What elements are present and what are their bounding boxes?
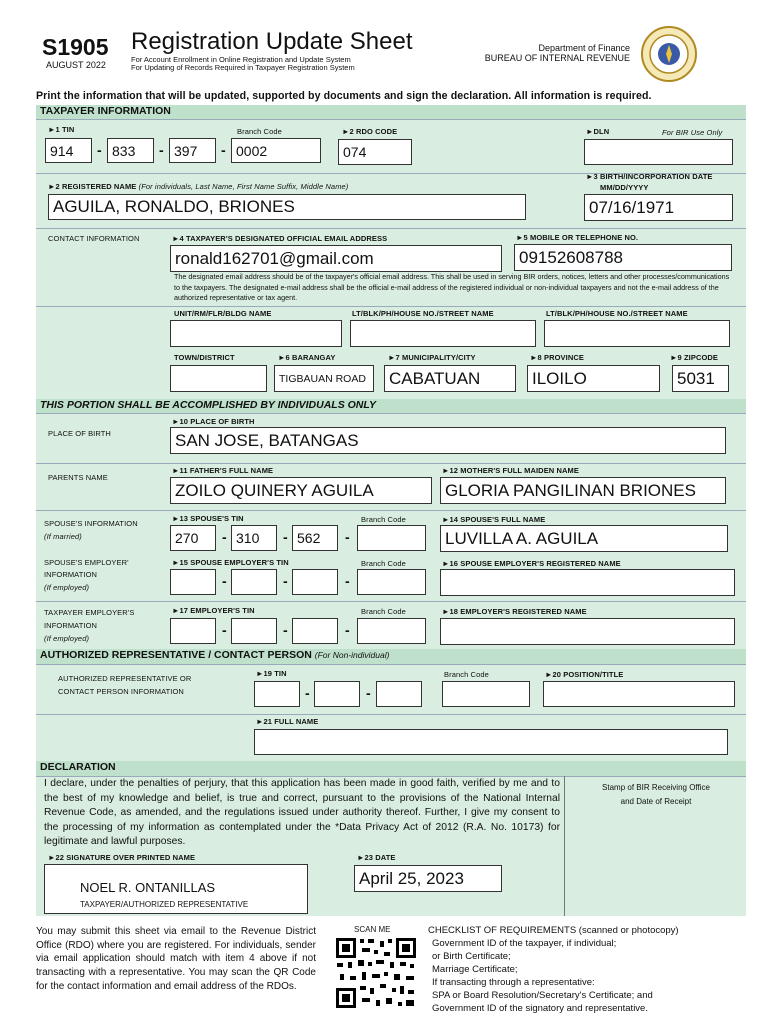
birth-date-field[interactable]: 07/16/1971 <box>584 194 733 221</box>
zipcode-label: ►9 ZIPCODE <box>670 353 719 362</box>
parents-name-label: PARENTS NAME <box>48 473 108 482</box>
individual-section-title: THIS PORTION SHALL BE ACCOMPLISHED BY INDIVIDUALS ONLY <box>36 399 746 413</box>
registered-name-hint: (For individuals, Last Name, First Name Suffix, Middle Name) <box>138 182 349 191</box>
spouse-tin-label: ►13 SPOUSE'S TIN <box>172 514 244 523</box>
street-2-field[interactable] <box>544 320 730 347</box>
municipality-label: ►7 MUNICIPALITY/CITY <box>388 353 476 362</box>
agency-name-1: Department of Finance <box>538 43 630 53</box>
employer-name-label: ►18 EMPLOYER'S REGISTERED NAME <box>442 607 587 616</box>
representative-title-text: AUTHORIZED REPRESENTATIVE / CONTACT PERSON <box>40 649 312 661</box>
registered-name-label <box>48 182 348 191</box>
representative-hint: (For Non-individual) <box>314 650 390 660</box>
tin-dash: - <box>222 573 227 589</box>
bir-use-label: For BIR Use Only <box>662 128 723 137</box>
dln-label: ►DLN <box>586 127 610 136</box>
branch-code-label: Branch Code <box>237 127 282 136</box>
spouse-employer-label-2: INFORMATION <box>44 570 98 579</box>
spouse-branch-label: Branch Code <box>361 515 406 524</box>
tin-dash: - <box>283 573 288 589</box>
employer-branch-label: Branch Code <box>361 607 406 616</box>
phone-field[interactable]: 09152608788 <box>514 244 732 271</box>
checklist-item: Marriage Certificate; <box>432 964 518 975</box>
if-married-label: (If married) <box>44 532 82 541</box>
declaration-section-title: DECLARATION <box>36 761 746 776</box>
representative-label-2: CONTACT PERSON INFORMATION <box>58 687 184 696</box>
taxpayer-section-title: TAXPAYER INFORMATION <box>36 105 746 119</box>
employer-branch-field[interactable] <box>357 618 426 644</box>
spouse-info-label: SPOUSE'S INFORMATION <box>44 519 138 528</box>
signature-caption: TAXPAYER/AUTHORIZED REPRESENTATIVE <box>80 900 249 909</box>
spouse-employer-tin-2[interactable] <box>231 569 277 595</box>
form-subtitle-2: For Updating of Records Required in Taxpayer Registration System <box>131 63 355 72</box>
municipality-field[interactable]: CABATUAN <box>384 365 516 392</box>
tin-dash: - <box>305 685 310 701</box>
checklist-item: Government ID of the taxpayer, if individual; <box>432 938 617 949</box>
form-title: Registration Update Sheet <box>131 28 413 55</box>
street-1-label: LT/BLK/PH/HOUSE NO./STREET NAME <box>352 309 494 318</box>
spouse-tin-part-2[interactable]: 310 <box>231 525 277 551</box>
bir-seal-icon <box>640 25 698 83</box>
checklist-item: If transacting through a representative: <box>432 977 595 988</box>
town-field[interactable] <box>170 365 267 392</box>
position-field[interactable] <box>543 681 735 707</box>
representative-tin-2[interactable] <box>314 681 360 707</box>
email-field[interactable]: ronald162701@gmail.com <box>170 245 502 272</box>
tin-part-1[interactable]: 914 <box>45 138 92 163</box>
mother-name-field[interactable]: GLORIA PANGILINAN BRIONES <box>440 477 726 504</box>
form-date: AUGUST 2022 <box>46 60 106 70</box>
form-code: S1905 <box>42 34 109 60</box>
spouse-name-label: ►14 SPOUSE'S FULL NAME <box>442 515 546 524</box>
employer-label-2: INFORMATION <box>44 621 98 630</box>
place-of-birth-label: PLACE OF BIRTH <box>48 429 111 438</box>
checklist-item: Government ID of the signatory and representative. <box>432 1003 648 1014</box>
street-1-field[interactable] <box>350 320 536 347</box>
agency-name-2: BUREAU OF INTERNAL REVENUE <box>484 53 630 63</box>
spouse-branch-field[interactable] <box>357 525 426 551</box>
tin-dash: - <box>97 142 102 158</box>
representative-section-title <box>36 649 746 664</box>
full-name-field[interactable] <box>254 729 728 755</box>
tin-dash: - <box>283 529 288 545</box>
province-label: ►8 PROVINCE <box>530 353 584 362</box>
tin-dash: - <box>345 529 350 545</box>
father-name-field[interactable]: ZOILO QUINERY AGUILA <box>170 477 432 504</box>
instruction: Print the information that will be updated, supported by documents and sign the declaration. All information is required. <box>36 90 652 102</box>
spouse-employer-tin-3[interactable] <box>292 569 338 595</box>
barangay-field[interactable]: TIGBAUAN ROAD <box>274 365 374 392</box>
tin-label: ►1 TIN <box>48 125 75 134</box>
rdo-code-label: ►2 RDO CODE <box>342 127 398 136</box>
branch-code-field[interactable]: 0002 <box>231 138 321 163</box>
place-of-birth-field[interactable]: SAN JOSE, BATANGAS <box>170 427 726 454</box>
stamp-label-1: Stamp of BIR Receiving Office <box>602 783 710 792</box>
unit-label: UNIT/RM/FLR/BLDG NAME <box>174 309 272 318</box>
zipcode-field[interactable]: 5031 <box>672 365 729 392</box>
phone-label: ►5 MOBILE OR TELEPHONE NO. <box>516 233 639 242</box>
registered-name-field[interactable]: AGUILA, RONALDO, BRIONES <box>48 194 526 220</box>
form-subtitle-1: For Account Enrollment in Online Registration and Update System <box>131 55 351 64</box>
spouse-name-field[interactable]: LUVILLA A. AGUILA <box>440 525 728 552</box>
representative-label-1: AUTHORIZED REPRESENTATIVE OR <box>58 674 192 683</box>
tin-dash: - <box>345 573 350 589</box>
spouse-employer-branch-field[interactable] <box>357 569 426 595</box>
spouse-employer-name-field[interactable] <box>440 569 735 596</box>
date-label: ►23 DATE <box>357 853 396 862</box>
spouse-employer-name-label: ►16 SPOUSE EMPLOYER'S REGISTERED NAME <box>442 559 621 568</box>
barangay-label: ►6 BARANGAY <box>278 353 336 362</box>
birth-date-format: MM/DD/YYYY <box>600 183 649 192</box>
if-employed-label: (If employed) <box>44 634 90 643</box>
signature-name: NOEL R. ONTANILLAS <box>80 880 216 895</box>
date-field[interactable]: April 25, 2023 <box>354 865 502 892</box>
province-field[interactable]: ILOILO <box>527 365 660 392</box>
submit-note: You may submit this sheet via email to the Revenue District Office (RDO) where you are registered. For individuals, sender via email application should match with item 4 above if not transacting with a representative. You may scan the QR Code for the contact information and email address of the RDOs. <box>36 926 316 992</box>
checklist-item: SPA or Board Resolution/Secretary's Certificate; and <box>432 990 653 1001</box>
employer-tin-3[interactable] <box>292 618 338 644</box>
representative-tin-label: ►19 TIN <box>256 669 287 678</box>
qr-code-icon[interactable] <box>334 936 418 1010</box>
divider <box>564 776 565 916</box>
registered-name-label-text: ►2 REGISTERED NAME <box>48 182 137 191</box>
declaration-text: I declare, under the penalties of perjury, that this application has been made in good faith, verified by me and to the best of my knowledge and belief, is true and correct, pursuant to the provisions of the National Internal Revenue Code, as amended, and the regulations issued under authority thereof. Further, I give my consent to the processing of my information as contemplated under the *Data Privacy Act of 2012 (R.A. No. 10173) for legitimate and lawful purposes. <box>44 778 560 847</box>
tin-dash: - <box>366 685 371 701</box>
birth-date-label: ►3 BIRTH/INCORPORATION DATE <box>586 172 713 181</box>
representative-branch-field[interactable] <box>442 681 530 707</box>
checklist-item: or Birth Certificate; <box>432 951 511 962</box>
tin-dash: - <box>283 622 288 638</box>
unit-field[interactable] <box>170 320 342 347</box>
tin-dash: - <box>159 142 164 158</box>
if-employed-label: (If employed) <box>44 583 90 592</box>
town-label: TOWN/DISTRICT <box>174 353 235 362</box>
tin-part-3[interactable]: 397 <box>169 138 216 163</box>
signature-label: ►22 SIGNATURE OVER PRINTED NAME <box>48 853 196 862</box>
dln-field[interactable] <box>584 139 733 165</box>
spouse-employer-label-1: SPOUSE'S EMPLOYER' <box>44 558 129 567</box>
employer-label-1: TAXPAYER EMPLOYER'S <box>44 608 135 617</box>
spouse-employer-branch-label: Branch Code <box>361 559 406 568</box>
employer-tin-2[interactable] <box>231 618 277 644</box>
father-name-label: ►11 FATHER'S FULL NAME <box>172 466 274 475</box>
scan-me-label: SCAN ME <box>354 925 391 934</box>
spouse-employer-tin-1[interactable] <box>170 569 216 595</box>
mother-name-label: ►12 MOTHER'S FULL MAIDEN NAME <box>442 466 579 475</box>
spouse-tin-part-1[interactable]: 270 <box>170 525 216 551</box>
employer-name-field[interactable] <box>440 618 735 645</box>
employer-tin-1[interactable] <box>170 618 216 644</box>
street-2-label: LT/BLK/PH/HOUSE NO./STREET NAME <box>546 309 688 318</box>
spouse-tin-part-3[interactable]: 562 <box>292 525 338 551</box>
place-of-birth-field-label: ►10 PLACE OF BIRTH <box>172 417 255 426</box>
tin-dash: - <box>221 142 226 158</box>
position-label: ►20 POSITION/TITLE <box>545 670 624 679</box>
employer-tin-label: ►17 EMPLOYER'S TIN <box>172 606 255 615</box>
representative-tin-3[interactable] <box>376 681 422 707</box>
email-label: ►4 TAXPAYER'S DESIGNATED OFFICIAL EMAIL ADDRESS <box>172 234 388 243</box>
stamp-label-2: and Date of Receipt <box>620 797 692 806</box>
tin-dash: - <box>345 622 350 638</box>
full-name-label: ►21 FULL NAME <box>256 717 319 726</box>
email-note: The designated email address should be of the taxpayer's official email address. This shall be used in serving BIR orders, notices, letters and other processes/communications to the taxpayers. The designated e-mail address shall be the official e-mail address of the registered individual or non-individual taxpayers and not the e-mail address of the authorized representative or tax agent. <box>174 272 730 302</box>
tin-part-2[interactable]: 833 <box>107 138 154 163</box>
representative-tin-1[interactable] <box>254 681 300 707</box>
rdo-code-field[interactable]: 074 <box>338 139 412 165</box>
contact-info-label: CONTACT INFORMATION <box>48 234 140 243</box>
representative-branch-label: Branch Code <box>444 670 489 679</box>
checklist-title: CHECKLIST OF REQUIREMENTS (scanned or photocopy) <box>428 925 679 936</box>
tin-dash: - <box>222 529 227 545</box>
spouse-employer-tin-label: ►15 SPOUSE EMPLOYER'S TIN <box>172 558 289 567</box>
tin-dash: - <box>222 622 227 638</box>
